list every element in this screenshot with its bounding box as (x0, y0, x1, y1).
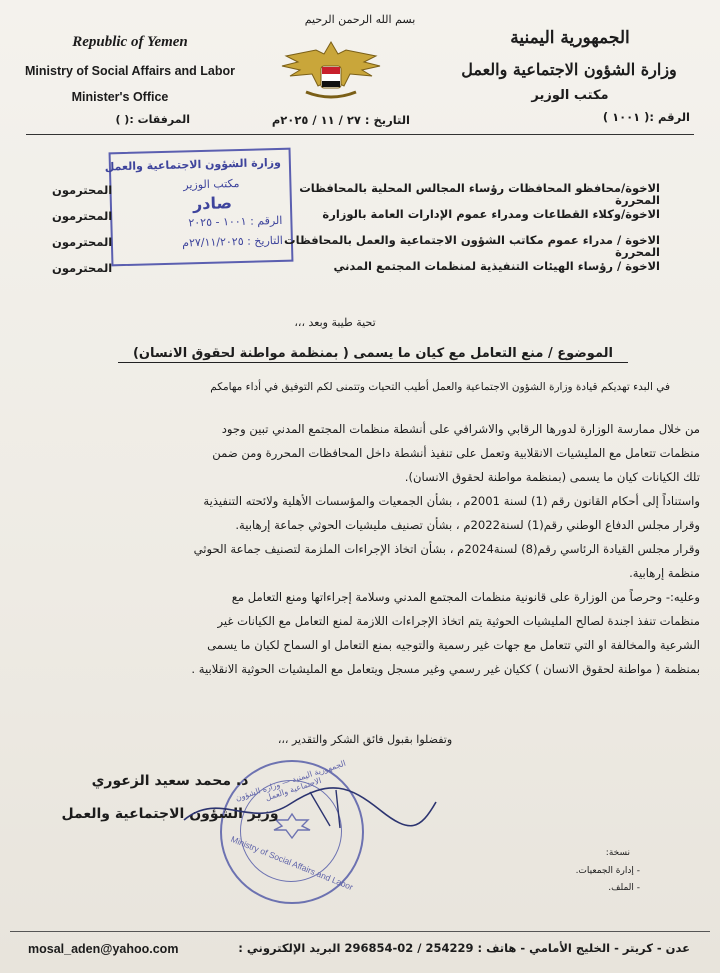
header-country-ar: الجمهورية اليمنية (510, 28, 630, 48)
paragraph-line: وعليه:- وحرصاً من الوزارة على قانونية منظمات المجتمع المدني وسلامة إجراءاتها ومنع التعامل مع (231, 590, 700, 604)
recipient-4-honorific: المحترمون (52, 261, 113, 275)
paragraph-line: تلك الكيانات كيان ما يسمى (بمنظمة مواطنة لحقوق الانسان). (404, 470, 700, 484)
paragraph-line: وقرار مجلس القيادة الرئاسي رقم(8) لسنة2024م ، بشأن اتخاذ الإجراءات الملزمة لتصنيف جماعة الحوثي (193, 542, 700, 556)
recipient-1: الاخوة/محافظو المحافظات رؤساء المجالس المحلية بالمحافظات المحررة (299, 181, 660, 207)
copies-item: - إدارة الجمعيات. (575, 866, 640, 876)
intro-line: في البدء تهديكم قيادة وزارة الشؤون الاجتماعية والعمل أطيب التحيات وتتمنى لكم التوفيق في أداء مهامكم (210, 381, 670, 393)
seal-text-en: Ministry of Social Affairs and Labor (229, 833, 355, 893)
footer-email[interactable]: mosal_aden@yahoo.com (28, 942, 179, 956)
recipient-2-honorific: المحترمون (52, 209, 113, 223)
closing-line: وتفضلوا بقبول فائق الشكر والتقدير ،،، (277, 733, 453, 746)
recipient-2: الاخوة/وكلاء القطاعات ومدراء عموم الإدارات العامة بالوزارة (322, 207, 660, 221)
reference-number: الرقم :( ١٠٠١ ) (602, 110, 690, 124)
signatory-name: د. محمد سعيد الزعوري (91, 773, 249, 789)
paragraph-line: منظمات تتعامل مع المليشيات الانقلابية وتعمل على تنفيذ أنشطة داخل المحافظات المحررة ومن ضمن (212, 446, 700, 460)
header-country-en: Republic of Yemen (72, 34, 188, 50)
header-office-ar: مكتب الوزير (531, 88, 609, 103)
stamp-date: التاريخ : ٢٧/١١/٢٠٢٥م (182, 233, 284, 250)
eagle-emblem-icon (276, 36, 386, 106)
stamp-type: صادر (192, 193, 233, 214)
header-ministry-ar: وزارة الشؤون الاجتماعية والعمل (461, 60, 677, 79)
outgoing-stamp (104, 148, 294, 267)
stamp-ministry: وزارة الشؤون الاجتماعية والعمل (104, 155, 282, 174)
header-divider (26, 134, 694, 135)
header-ministry-en: Ministry of Social Affairs and Labor (25, 64, 235, 78)
stamp-number: الرقم : ١٠٠١ - ٢٠٢٥ (188, 213, 283, 230)
footer-divider (10, 931, 710, 932)
paragraph-line: من خلال ممارسة الوزارة لدورها الرقابي والاشرافي على أنشطة منظمات المجتمع المدني تبين وجود (221, 422, 700, 436)
signatory-title: وزير الشؤون الاجتماعية والعمل (61, 806, 279, 822)
footer-address: عدن - كريتر - الخليج الأمامي - هاتف : 254229 / 02-296854 البريد الإلكتروني : (238, 941, 690, 955)
recipient-3: الاخوة / مدراء عموم مكاتب الشؤون الاجتماعية والعمل بالمحافظات المحررة (284, 233, 660, 259)
letter-date: التاريخ : ٢٧ / ١١ / ٢٠٢٥م (271, 113, 410, 127)
recipient-4: الاخوة / رؤساء الهيئات التنفيذية لمنظمات المجتمع المدني (333, 259, 660, 273)
stamp-office: مكتب الوزير (183, 176, 240, 192)
paragraph-1 (28, 417, 700, 489)
basmala: بسم الله الرحمن الرحيم (304, 13, 416, 26)
paragraph-line: الشرعية والمخالفة او التي تتعامل مع جهات غير رسمية والتوجيه بمنع التعامل او السماح لكيان ما يسمى (207, 638, 700, 652)
paragraph-2 (28, 489, 700, 537)
body-text (28, 417, 700, 681)
subject-line: الموضوع / منع التعامل مع كيان ما يسمى ( بمنظمة مواطنة لحقوق الانسان) (118, 346, 628, 363)
recipient-1-honorific: المحترمون (52, 183, 113, 197)
signature-scribble (180, 780, 440, 840)
recipient-3-honorific: المحترمون (52, 235, 113, 249)
greeting: تحية طيبة وبعد ،،، (294, 316, 376, 329)
paragraph-line: منظمات تنفذ اجندة لصالح المليشيات الحوثية يتم اتخاذ الإجراءات اللازمة لمنع التعامل مع الكيانات غير (217, 614, 700, 628)
paragraph-line: بمنظمة ( مواطنة لحقوق الانسان ) ككيان غير رسمي وغير مسجل ويتعامل مع المليشيات الحوثية الانقلابية . (191, 662, 700, 676)
paragraph-line: وقرار مجلس الدفاع الوطني رقم(1) لسنة2022م ، بشأن تصنيف مليشيات الحوثي جماعة إرهابية. (235, 518, 700, 532)
attachments-field: المرفقات :( ) (115, 113, 190, 126)
paragraph-3 (28, 537, 700, 585)
paragraph-line: واستناداً إلى أحكام القانون رقم (1) لسنة 2001م ، بشأن الجمعيات والمؤسسات الأهلية ولائحته التنفيذية (203, 494, 700, 508)
copies-label: نسخة: (605, 848, 630, 858)
copies-item: - الملف. (608, 883, 640, 893)
header-office-en: Minister's Office (71, 90, 169, 104)
paragraph-line: منظمة إرهابية. (629, 566, 700, 580)
seal-text-ar: الجمهورية اليمنية — وزارة الشؤون الاجتماعية والعمل (234, 758, 347, 803)
paragraph-4 (28, 585, 700, 681)
